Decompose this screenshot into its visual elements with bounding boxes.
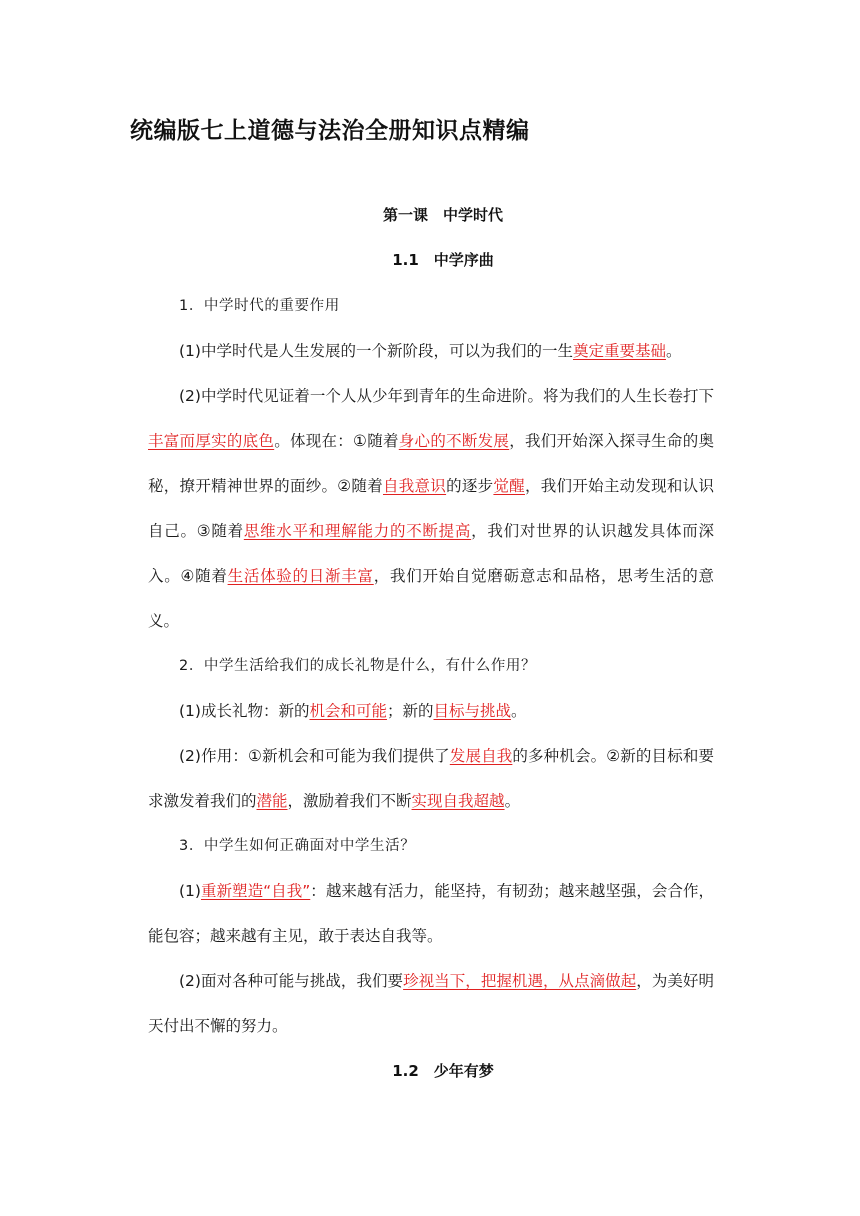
lesson-heading: 第一课 中学时代 [382, 206, 503, 224]
paragraph [148, 689, 714, 734]
paragraph [148, 869, 714, 959]
text-run: ，为美好明天付出不懈的努力。 [148, 972, 714, 1035]
text-run: (2)中学时代见证着一个人从少年到青年的生命进阶。将为我们的人生长卷打下 [179, 387, 714, 405]
key-phrase: 丰富而厚实的底色 [148, 432, 275, 450]
text-run: (1) [179, 882, 201, 900]
text-run: (2)作用：①新机会和可能为我们提供了 [179, 747, 450, 765]
text-run: 的多种机会。②新的目标和要求激发着我们的 [148, 747, 714, 810]
section-heading-1-2: 1.2 少年有梦 [392, 1062, 494, 1080]
paragraph [148, 734, 714, 824]
text-run: ，我们开始深入探寻生命的奥秘，撩开精神世界的面纱。②随着 [148, 432, 714, 495]
key-phrase: 发展自我 [449, 747, 513, 765]
key-phrase: 生活体验的日渐丰富 [227, 567, 374, 585]
text-run: 2．中学生活给我们的成长礼物是什么，有什么作用？ [179, 658, 537, 674]
text-run: ，我们开始自觉磨砺意志和品格，思考生活的意义。 [148, 567, 714, 630]
key-phrase: 奠定重要基础 [572, 342, 666, 360]
text-run: ，我们对世界的认识越发具体而深入。④随着 [148, 522, 714, 585]
paragraph [148, 374, 714, 644]
key-phrase: 目标与挑战 [433, 702, 512, 720]
question-heading [148, 284, 714, 329]
key-phrase: 重新塑造“自我” [200, 882, 311, 900]
text-run: (2)面对各种可能与挑战，我们要 [179, 972, 404, 990]
section-heading-1-1: 1.1 中学序曲 [392, 251, 494, 269]
text-run: 。体现在：①随着 [274, 432, 399, 450]
text-run: 3．中学生如何正确面对中学生活？ [179, 838, 416, 854]
question-heading [148, 644, 714, 689]
key-phrase: 实现自我超越 [411, 792, 505, 810]
text-run: 的逐步 [446, 477, 494, 495]
text-run: 1．中学时代的重要作用 [179, 298, 340, 314]
text-run: (1)成长礼物：新的 [179, 702, 310, 720]
document-body [148, 284, 714, 1049]
key-phrase: 珍视当下，把握机遇，从点滴做起 [403, 972, 637, 990]
key-phrase: 潜能 [256, 792, 288, 810]
text-run: ，我们开始主动发现和认识自己。③随着 [148, 477, 714, 540]
text-run: ：越来越有活力，能坚持，有韧劲；越来越坚强，会合作，能包容；越来越有主见，敢于表达自我等。 [148, 882, 714, 945]
text-run: 。 [665, 342, 682, 360]
text-run: ；新的 [386, 702, 434, 720]
question-heading [148, 824, 714, 869]
paragraph [148, 329, 714, 374]
key-phrase: 思维水平和理解能力的不断提高 [243, 522, 472, 540]
key-phrase: 觉醒 [493, 477, 525, 495]
text-run: (1)中学时代是人生发展的一个新阶段，可以为我们的一生 [179, 342, 573, 360]
key-phrase: 机会和可能 [309, 702, 387, 720]
text-run: 。 [511, 702, 527, 720]
text-run: 。 [504, 792, 521, 810]
key-phrase: 身心的不断发展 [398, 432, 510, 450]
document-title: 统编版七上道德与法治全册知识点精编 [130, 118, 530, 144]
text-run: ，激励着我们不断 [287, 792, 412, 810]
paragraph [148, 959, 714, 1049]
key-phrase: 自我意识 [382, 477, 447, 495]
